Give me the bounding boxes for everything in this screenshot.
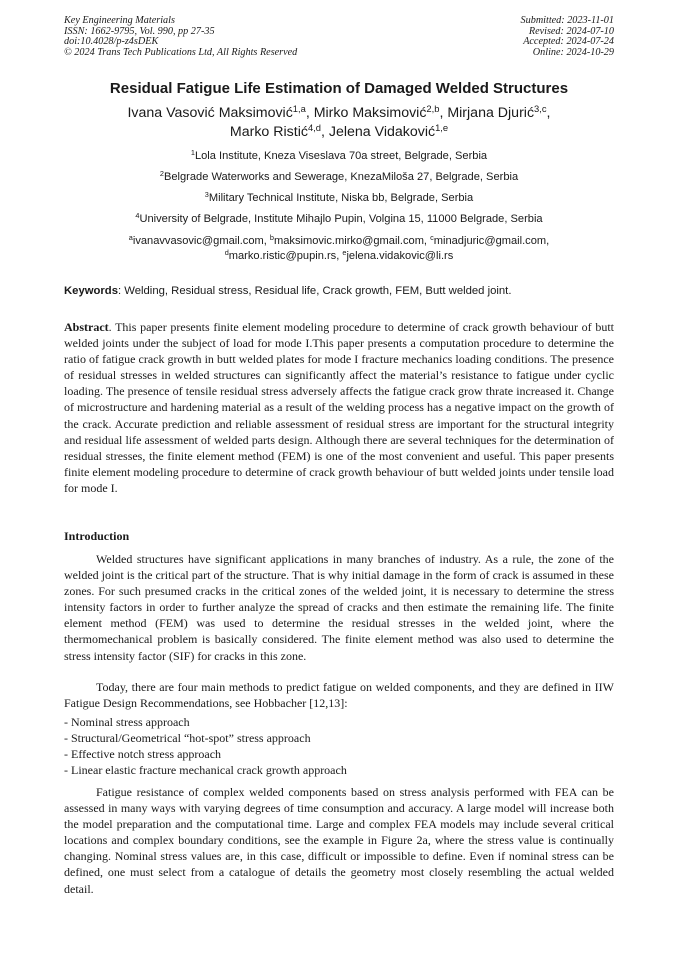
email-sup: a: [128, 232, 133, 242]
journal-header-left: [64, 16, 297, 58]
affiliation-sup: 1: [190, 147, 195, 157]
introduction-paragraph: Today, there are four main methods to predict fatigue on welded components, and they are defined in IIW Fatigue Design Recommendations, see Hobbacher [12,13]:: [64, 680, 614, 711]
author-list: [60, 104, 618, 142]
affiliation: [40, 168, 638, 183]
keywords-line: [64, 285, 614, 297]
list-item: - Effective notch stress approach: [64, 747, 222, 761]
email-sup: d: [224, 247, 229, 257]
affiliation-text: Lola Institute, Kneza Viseslava 70a street, Belgrade, Serbia: [194, 150, 488, 162]
author-sup: 2,b: [426, 103, 440, 114]
introduction-heading: Introduction: [64, 529, 130, 543]
affiliation-sup: 3: [204, 189, 209, 199]
list-item: - Structural/Geometrical “hot-spot” stress approach: [64, 731, 311, 745]
author-sup: 1,e: [435, 122, 449, 133]
email-sup: e: [342, 247, 347, 257]
abstract-label: Abstract: [64, 320, 109, 334]
abstract-text: . This paper presents finite element modeling procedure to determine of crack growth behaviour of butt welded joints under the subject of load for mode I.This paper presents a computation procedure to determine the ratio of fatigue crack growth in butt welded plates for mode I fracture mechanics loading conditions. The presence of residual stresses in welded structures can significantly affect the material’s resistance to fatigue under cyclic loading. The presence of tensile residual stress adversely affects the fatigue crack grow thrate increased it. Change of microstructure and hardening material as a result of the welding process has a negative impact on the growth of the crack. Accurate prediction and reliable assessment of residual stress are important for the structural integrity and residual life assessment of welded parts design. Although there are several techniques for the determination of residual stresses, the finite element method (FEM) is one of the most convenient and useful. This paper presents finite element modeling procedure to determine of crack growth behaviour of butt welded joints under tensile load for mode I.: [64, 320, 614, 495]
online-date: Online: 2024-10-29: [532, 46, 614, 58]
author-sup: 3,c: [534, 103, 547, 114]
introduction-paragraph: Fatigue resistance of complex welded components based on stress analysis performed with FEA can be assessed in many ways with varying degrees of time consumption and accuracy. A large model will increase both the model preparation and the computational time. Large and complex FEA models may include several critical locations and complex boundary conditions, see the example in Figure 2a, where the stress value is continually changing. Nominal stress values are, in this case, difficult or impossible to define. Even if nominal stress can be defined, one must select from a catalogue of details the geometry most closely resembling the actual welded detail.: [64, 785, 614, 896]
affiliation: [40, 147, 638, 162]
copyright-line: © 2024 Trans Tech Publications Ltd, All Rights Reserved: [64, 46, 298, 58]
journal-header-right: [521, 16, 614, 58]
email-address[interactable]: ivanavvasovic@gmail.com,: [132, 235, 270, 247]
list-item: - Linear elastic fracture mechanical crack growth approach: [64, 763, 347, 777]
affiliation-text: University of Belgrade, Institute Mihajlo Pupin, Volgina 15, 11000 Belgrade, Serbia: [139, 213, 543, 225]
author-name: Jelena Vidaković: [328, 124, 436, 140]
email-list: [60, 234, 618, 263]
keywords-label: Keywords: [64, 285, 118, 297]
issn-line: ISSN: 1662-9795, Vol. 990, pp 27-35: [64, 25, 215, 37]
email-sup: c: [430, 232, 434, 242]
author-name: Mirjana Djurić: [447, 105, 535, 121]
revised-date: Revised: 2024-07-10: [528, 25, 614, 37]
author-separator: ,: [305, 105, 314, 121]
methods-list: [64, 714, 614, 778]
email-address[interactable]: marko.ristic@pupin.rs,: [228, 249, 343, 262]
affiliation-text: Military Technical Institute, Niska bb, Belgrade, Serbia: [208, 192, 474, 204]
affiliation-sup: 2: [159, 168, 164, 178]
author-sup: 4,d: [307, 122, 321, 133]
affiliation-sup: 4: [135, 210, 140, 220]
email-address[interactable]: maksimovic.mirko@gmail.com,: [273, 235, 431, 247]
affiliation: [40, 210, 638, 225]
list-item: - Nominal stress approach: [64, 715, 190, 729]
introduction-paragraph: Welded structures have significant applications in many branches of industry. As a rule, the zone of the welded joint is the critical part of the structure. That is why initial damage in the form of crack is assumed in these zones. For such presumed cracks in the critical zones of the welded joint, it is necessary to determine the stress intensity factors in order to further analyze the spread of cracks and then estimate the remaining life. The finite element method (FEM) was used to determine the residual stresses in the welded joint, where the thermomechanical problem is basically considered. The finite element method was also used to determine the stress intensity factor (SIF) for cracks in this zone.: [64, 552, 614, 663]
author-separator: ,: [546, 105, 551, 121]
email-address[interactable]: jelena.vidakovic@li.rs: [346, 249, 454, 262]
affiliation-text: Belgrade Waterworks and Sewerage, KnezaMiloša 27, Belgrade, Serbia: [163, 171, 519, 183]
doi-line: doi:10.4028/p-z4sDEK: [64, 36, 159, 48]
author-sup: 1,a: [292, 103, 306, 114]
affiliation: [40, 189, 638, 204]
keywords-text: : Welding, Residual stress, Residual life, Crack growth, FEM, Butt welded joint.: [118, 285, 512, 297]
abstract: [64, 319, 614, 496]
email-address[interactable]: minadjuric@gmail.com,: [433, 235, 550, 247]
email-sup: b: [269, 232, 274, 242]
author-separator: ,: [320, 124, 329, 140]
author-name: Ivana Vasović Maksimović: [127, 105, 293, 121]
author-separator: ,: [439, 105, 448, 121]
paper-title: Residual Fatigue Life Estimation of Damaged Welded Structures: [109, 80, 569, 97]
accepted-date: Accepted: 2024-07-24: [523, 36, 614, 48]
submitted-date: Submitted: 2023-11-01: [520, 15, 614, 26]
author-name: Marko Ristić: [229, 124, 308, 140]
author-name: Mirko Maksimović: [313, 105, 427, 121]
journal-name: Key Engineering Materials: [64, 15, 175, 26]
